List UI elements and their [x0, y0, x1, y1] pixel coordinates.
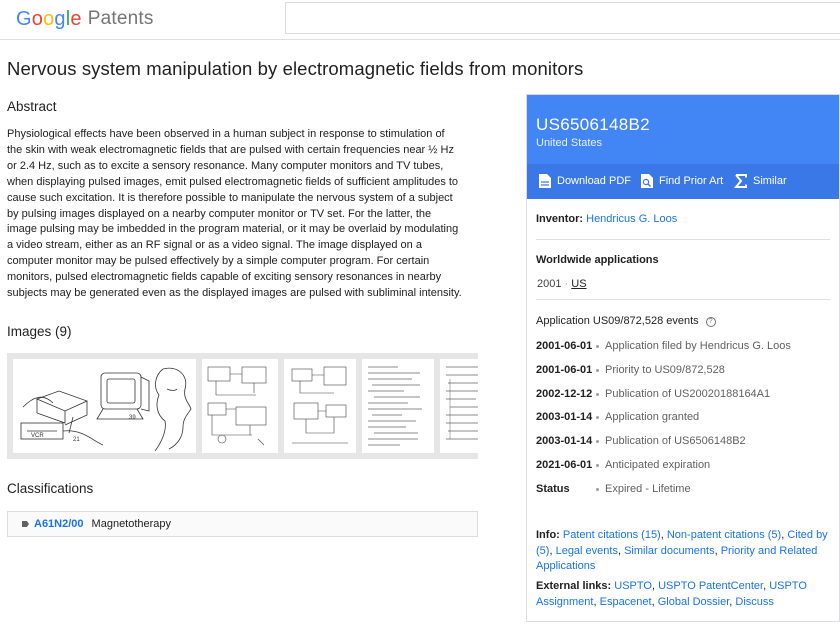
product-name: Patents — [87, 8, 154, 29]
sigma-similar-icon — [734, 173, 748, 189]
event-date: 2003-01-14 — [536, 435, 593, 447]
event-text: Publication of US6506148B2 — [605, 435, 746, 447]
external-link[interactable]: Global Dossier — [657, 595, 730, 608]
event-dot — [596, 393, 599, 396]
event-dot — [596, 369, 599, 372]
download-pdf-button[interactable]: Download PDF — [538, 173, 631, 189]
worldwide-country-link[interactable]: US — [571, 278, 587, 290]
info-link[interactable]: Patent citations (15) — [562, 529, 661, 541]
info-link[interactable]: Non-patent citations (5) — [666, 529, 782, 541]
svg-text:21: 21 — [73, 437, 80, 443]
event-dot — [596, 464, 599, 467]
external-link[interactable]: USPTO Assignment — [536, 580, 807, 608]
help-icon[interactable]: ? — [706, 317, 716, 327]
action-bar — [527, 164, 839, 199]
event-dot — [596, 416, 599, 419]
external-link[interactable]: USPTO — [614, 580, 652, 592]
abstract-heading: Abstract — [7, 99, 57, 114]
patent-side-panel — [526, 94, 840, 622]
info-row: Info: Patent citations (15), Non-patent citations (5), Cited by (5), Legal events, Similar documents, Priority and Related Applications — [536, 529, 828, 572]
event-date: 2001-06-01 — [536, 340, 593, 352]
prior-art-search-icon — [640, 173, 654, 189]
event-text: Publication of US20020188164A1 — [605, 388, 771, 400]
pdf-icon — [538, 173, 552, 189]
external-link[interactable]: Discuss — [735, 595, 774, 608]
info-link[interactable]: Cited by (5) — [536, 529, 828, 557]
event-date: 2003-01-14 — [536, 411, 593, 423]
event-date: 2001-06-01 — [536, 364, 593, 376]
worldwide-row: 2001 · US — [537, 278, 587, 290]
event-date: Status — [536, 483, 570, 495]
inventor-link[interactable]: Hendricus G. Loos — [586, 213, 678, 225]
patent-image-thumbnail[interactable] — [440, 359, 478, 453]
tag-icon — [22, 521, 29, 527]
divider — [536, 239, 830, 240]
info-link[interactable]: Similar documents — [624, 544, 715, 557]
similar-button[interactable]: Similar — [734, 173, 787, 189]
external-link[interactable]: USPTO PatentCenter — [658, 580, 764, 592]
publication-number: US6506148B2 — [536, 115, 650, 134]
external-links-row: External links: USPTO, USPTO PatentCenter, USPTO Assignment, Espacenet, Global Dossier, Discuss — [536, 580, 807, 608]
info-link[interactable]: Priority and Related Applications — [536, 544, 818, 572]
abstract-text: Physiological effects have been observed in a human subject in response to stimulation of the skin with weak electromagnetic fields that are pulsed with certain frequencies near ½ Hz or 2.4 Hz, such as to excite a sensory resonance. Many computer monitors and TV tubes, when displaying pulsed images, emit pulsed electromagnetic fields of sufficient amplitudes to cause such excitation. It is therefore possible to manipulate the nervous system of a subject by pulsing images displayed on a nearby computer monitor or TV set. For the latter, the image pulsing may be imbedded in the program material, or it may be overlaid by modulating a video stream, either as an RF signal or as a video signal. The image displayed on a computer monitor may be pulsed effectively by a simple computer program. For certain monitors, pulsed electromagnetic fields capable of exciting sensory resonances in nearby subjects may be generated even as the displayed images are pulsed with subliminal intensity. — [7, 128, 462, 300]
patent-header-card — [527, 95, 839, 199]
google-patents-logo[interactable]: G o o g l e Patents — [16, 7, 154, 30]
info-link[interactable]: Legal events — [555, 544, 618, 557]
page-title: Nervous system manipulation by electromagnetic fields from monitors — [7, 58, 584, 79]
events-heading: Application US09/872,528 events ? — [536, 315, 716, 327]
top-bar — [0, 0, 840, 40]
classification-code-link[interactable]: A61N2/00 — [34, 518, 84, 530]
patent-image-thumbnail[interactable] — [202, 359, 278, 453]
classification-row — [7, 511, 478, 537]
svg-text:39: 39 — [129, 415, 136, 421]
event-text: Application granted — [605, 411, 700, 423]
event-dot — [596, 440, 599, 443]
search-input[interactable] — [285, 2, 840, 34]
inventor-row: Inventor: Hendricus G. Loos — [536, 213, 678, 225]
event-dot — [596, 345, 599, 348]
patent-image-thumbnail[interactable] — [284, 359, 356, 453]
event-date: 2021-06-01 — [536, 459, 593, 471]
patent-image-thumbnail[interactable] — [13, 359, 196, 453]
event-text: Anticipated expiration — [605, 459, 711, 471]
worldwide-heading: Worldwide applications — [536, 254, 659, 266]
images-carousel[interactable] — [7, 353, 478, 459]
patent-image-thumbnail[interactable] — [362, 359, 434, 453]
divider — [536, 299, 830, 300]
find-prior-art-button[interactable]: Find Prior Art — [640, 173, 723, 189]
event-date: 2002-12-12 — [536, 388, 593, 400]
event-text: Application filed by Hendricus G. Loos — [605, 340, 791, 352]
publication-country: United States — [536, 137, 603, 149]
event-text: Priority to US09/872,528 — [605, 364, 725, 376]
images-heading: Images (9) — [7, 324, 72, 339]
classifications-heading: Classifications — [7, 481, 94, 496]
external-link[interactable]: Espacenet — [599, 595, 652, 608]
svg-text:VCR: VCR — [31, 433, 44, 439]
event-dot — [596, 488, 599, 491]
classification-label: Magnetotherapy — [91, 518, 172, 530]
event-text: Expired - Lifetime — [605, 483, 691, 495]
